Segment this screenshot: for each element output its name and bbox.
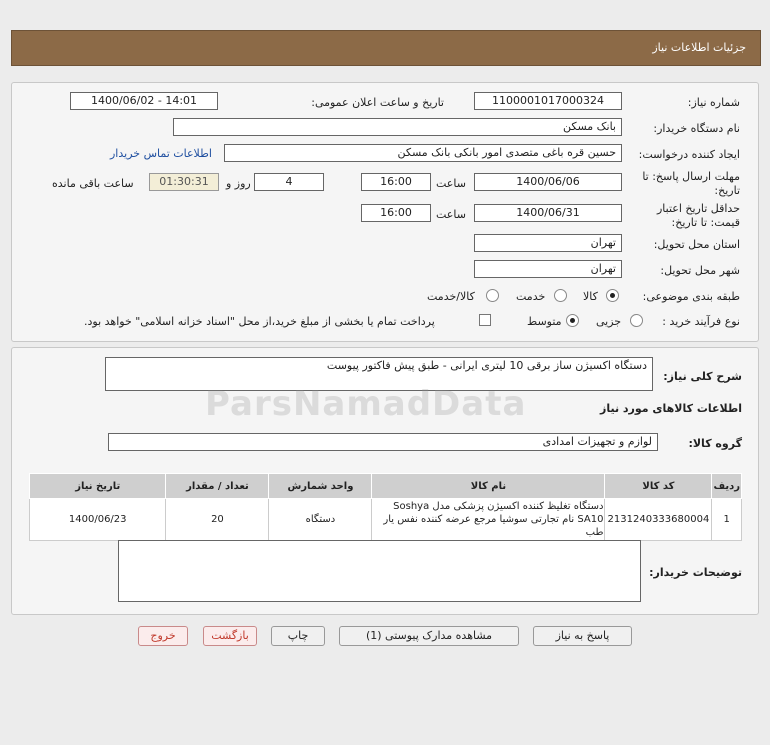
- treasury-checkbox[interactable]: [479, 314, 491, 326]
- city-label: شهر محل تحویل:: [660, 264, 740, 277]
- buyer-label: نام دستگاه خریدار:: [653, 122, 740, 135]
- province-field: تهران: [474, 234, 622, 252]
- buyer-notes-label: توضیحات خریدار:: [649, 566, 742, 579]
- announce-field: 1400/06/02 - 14:01: [70, 92, 218, 110]
- province-label: استان محل تحویل:: [653, 238, 740, 251]
- category-goods-label: کالا: [583, 290, 598, 303]
- reply-button[interactable]: پاسخ به نیاز: [533, 626, 632, 646]
- days-label: روز و: [226, 177, 251, 190]
- page-title: جزئیات اطلاعات نیاز: [652, 41, 746, 54]
- buyer-notes-field: [118, 540, 641, 602]
- category-radio-service[interactable]: [554, 289, 567, 302]
- watermark-text: ParsNamadData: [205, 384, 527, 424]
- process-minor-label: جزیی: [596, 315, 622, 328]
- creator-label: ایجاد کننده درخواست:: [638, 148, 740, 161]
- cell-code: 2131240333680004: [605, 499, 712, 541]
- watermark: [205, 384, 526, 424]
- exit-button[interactable]: خروج: [138, 626, 188, 646]
- remaining-time-field: 01:30:31: [149, 173, 219, 191]
- cell-qty: 20: [166, 499, 269, 541]
- send-time-label: ساعت: [436, 177, 466, 190]
- th-qty: تعداد / مقدار: [166, 474, 269, 499]
- process-medium-label: متوسط: [527, 315, 562, 328]
- th-code: کد کالا: [605, 474, 712, 499]
- process-label: نوع فرآیند خرید :: [662, 315, 740, 328]
- page-header: [11, 30, 761, 66]
- cell-date: 1400/06/23: [30, 499, 166, 541]
- announce-label: تاریخ و ساعت اعلان عمومی:: [311, 96, 444, 109]
- need-number-field: 1100001017000324: [474, 92, 622, 110]
- days-field: 4: [254, 173, 324, 191]
- need-number-label: شماره نیاز:: [687, 96, 740, 109]
- goods-group-label: گروه کالا:: [688, 437, 742, 450]
- remaining-label: ساعت باقی مانده: [52, 177, 134, 190]
- back-button[interactable]: بازگشت: [203, 626, 257, 646]
- cell-unit: دستگاه: [269, 499, 372, 541]
- send-deadline-date: 1400/06/06: [474, 173, 622, 191]
- general-desc-field: دستگاه اکسیژن ساز برقی 10 لیتری ایرانی - طبق پیش فاکتور پیوست: [105, 357, 653, 391]
- payment-note: پرداخت تمام یا بخشی از مبلغ خرید،از محل "اسناد خزانه اسلامی" خواهد بود.: [84, 315, 435, 328]
- validity-label: حداقل تاریخ اعتبار: [656, 202, 740, 215]
- category-radio-goods[interactable]: [606, 289, 619, 302]
- validity-label-2: قیمت: تا تاریخ:: [671, 216, 740, 229]
- city-field: تهران: [474, 260, 622, 278]
- category-both-label: کالا/خدمت: [427, 290, 475, 303]
- goods-info-title: اطلاعات کالاهای مورد نیاز: [600, 402, 742, 415]
- print-button[interactable]: چاپ: [271, 626, 325, 646]
- category-label: طبقه بندی موضوعی:: [642, 290, 740, 303]
- table-row: [30, 499, 742, 541]
- category-service-label: خدمت: [516, 290, 546, 303]
- th-name: نام کالا: [372, 474, 605, 499]
- validity-time: 16:00: [361, 204, 431, 222]
- general-desc-label: شرح کلی نیاز:: [663, 370, 742, 383]
- buyer-field: بانک مسکن: [173, 118, 622, 136]
- send-deadline-label-2: تاریخ:: [714, 184, 740, 197]
- goods-group-field: لوازم و تجهیزات امدادی: [108, 433, 658, 451]
- send-deadline-label: مهلت ارسال پاسخ: تا: [642, 170, 740, 183]
- category-radio-both[interactable]: [486, 289, 499, 302]
- send-deadline-time: 16:00: [361, 173, 431, 191]
- goods-table: [29, 473, 742, 541]
- creator-field: حسین قره باغی متصدی امور بانکی بانک مسکن: [224, 144, 622, 162]
- th-row: ردیف: [712, 474, 742, 499]
- cell-row: 1: [712, 499, 742, 541]
- cell-name: دستگاه تغلیظ کننده اکسیژن پزشکی مدل Soshya SA10 نام تجارتی سوشیا مرجع عرضه کننده نفس یار طب: [372, 499, 605, 541]
- attachments-button[interactable]: مشاهده مدارک پیوستی (1): [339, 626, 519, 646]
- process-radio-minor[interactable]: [630, 314, 643, 327]
- validity-time-label: ساعت: [436, 208, 466, 221]
- process-radio-medium[interactable]: [566, 314, 579, 327]
- buyer-contact-link[interactable]: اطلاعات تماس خریدار: [110, 147, 212, 160]
- th-unit: واحد شمارش: [269, 474, 372, 499]
- validity-date: 1400/06/31: [474, 204, 622, 222]
- th-date: تاریخ نیاز: [30, 474, 166, 499]
